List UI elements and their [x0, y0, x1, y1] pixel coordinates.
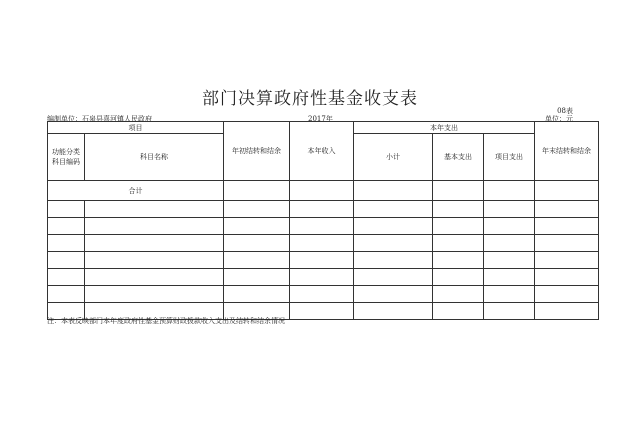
table-cell	[85, 252, 224, 269]
header-expenditure: 本年支出	[354, 122, 535, 134]
table-cell	[484, 235, 535, 252]
table-cell	[48, 269, 85, 286]
year-label: 2017年	[308, 115, 333, 123]
table-cell	[48, 286, 85, 303]
table-cell	[224, 201, 290, 218]
header-func-code-line2: 科目编码	[52, 158, 80, 166]
header-basic-exp: 基本支出	[433, 134, 484, 181]
table-cell	[290, 201, 354, 218]
table-row	[48, 286, 599, 303]
header-row-1	[48, 122, 599, 134]
table-cell	[290, 218, 354, 235]
table-row	[48, 269, 599, 286]
table-cell	[433, 181, 484, 201]
table-cell	[48, 235, 85, 252]
table-cell	[535, 235, 599, 252]
table-cell	[290, 235, 354, 252]
page-title: 部门决算政府性基金收支表	[202, 89, 418, 109]
table-cell	[354, 218, 433, 235]
table-cell	[354, 269, 433, 286]
table-cell	[433, 235, 484, 252]
table-cell	[433, 303, 484, 320]
table-cell	[484, 252, 535, 269]
table-cell	[484, 181, 535, 201]
table-cell	[290, 286, 354, 303]
table-cell	[354, 303, 433, 320]
header-func-code-line1: 功能分类	[52, 148, 80, 156]
table-cell	[354, 235, 433, 252]
table-cell	[354, 201, 433, 218]
table-cell	[535, 181, 599, 201]
table-cell	[224, 235, 290, 252]
table-cell	[85, 201, 224, 218]
table-cell	[224, 286, 290, 303]
header-item: 项目	[48, 122, 224, 134]
table-cell	[290, 269, 354, 286]
table-cell	[484, 201, 535, 218]
table-cell	[484, 303, 535, 320]
table-cell	[484, 286, 535, 303]
table-cell	[535, 303, 599, 320]
fund-table	[47, 121, 599, 320]
table-cell	[85, 235, 224, 252]
header-opening-balance: 年初结转和结余	[224, 122, 290, 181]
table-cell	[535, 218, 599, 235]
table-cell	[224, 218, 290, 235]
table-cell	[535, 201, 599, 218]
table-cell	[433, 218, 484, 235]
table-cell	[290, 303, 354, 320]
table-cell	[354, 286, 433, 303]
table-cell	[224, 269, 290, 286]
total-row	[48, 181, 599, 201]
table-cell	[433, 269, 484, 286]
form-number: 08表	[557, 107, 573, 115]
table-cell	[85, 269, 224, 286]
table-cell	[484, 269, 535, 286]
table-cell	[354, 252, 433, 269]
header-closing-balance: 年末结转和结余	[535, 122, 599, 181]
footnote: 注：本表反映部门本年度政府性基金预算财政拨款收入支出及结转和结余情况	[47, 317, 285, 325]
table-cell	[290, 181, 354, 201]
table-cell	[484, 218, 535, 235]
table-cell	[433, 286, 484, 303]
table-cell	[48, 218, 85, 235]
org-label: 编制单位：石泉县喜河镇人民政府	[47, 115, 152, 123]
table-cell	[433, 252, 484, 269]
table-cell	[85, 218, 224, 235]
table-cell	[535, 252, 599, 269]
table-row	[48, 218, 599, 235]
table-cell	[224, 252, 290, 269]
table-row	[48, 235, 599, 252]
header-func-code	[48, 134, 85, 181]
header-subtotal: 小计	[354, 134, 433, 181]
table-cell	[535, 286, 599, 303]
table-cell	[290, 252, 354, 269]
table-row	[48, 201, 599, 218]
header-income: 本年收入	[290, 122, 354, 181]
total-label: 合计	[48, 181, 224, 201]
table-cell	[354, 181, 433, 201]
table-row	[48, 252, 599, 269]
header-subject-name: 科目名称	[85, 134, 224, 181]
currency-unit: 单位：元	[545, 115, 573, 123]
table-cell	[85, 286, 224, 303]
table-cell	[535, 269, 599, 286]
header-project-exp: 项目支出	[484, 134, 535, 181]
table-cell	[433, 201, 484, 218]
table-cell	[224, 181, 290, 201]
table-cell	[48, 201, 85, 218]
table-cell	[48, 252, 85, 269]
